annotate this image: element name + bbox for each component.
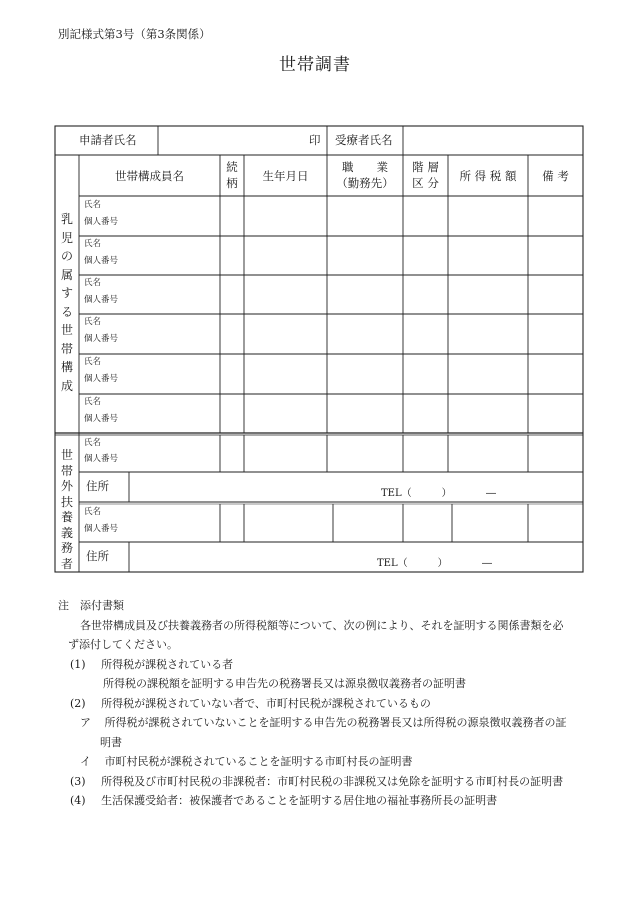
notes-heading: 注 添付書類 <box>58 599 124 612</box>
name-label: 氏名 <box>84 438 102 448</box>
personal-number-label: 個人番号 <box>84 295 119 305</box>
note-item-text: 所得税及び市町村民税の非課税者：市町村民税の非課税又は免除を証明する市町村長の証明書 <box>101 774 564 788</box>
note-item-1-detail: 所得税の課税額を証明する申告先の税務署長又は源泉徴収義務者の証明書 <box>103 677 466 690</box>
applicant-name-label: 申請者氏名 <box>79 133 137 147</box>
personal-number-label: 個人番号 <box>84 217 119 227</box>
name-label: 氏名 <box>84 200 102 210</box>
note-item-text: 市町村民税が課税されていることを証明する市町村長の証明書 <box>104 755 413 768</box>
note-item-number: (1) <box>70 657 86 671</box>
note-item-2a-continued: 明書 <box>100 735 122 749</box>
col-remarks: 備 考 <box>542 169 569 183</box>
personal-number-label: 個人番号 <box>84 256 119 266</box>
name-label: 氏名 <box>84 278 102 288</box>
col-tier-top: 階 層 <box>412 160 439 174</box>
note-item-2b <box>58 752 588 772</box>
note-item-text: 所得税が課税されていないことを証明する申告先の税務署長又は所得税の源泉徴収義務者の証 <box>104 716 567 729</box>
notes-intro-line-2: ず添付してください。 <box>68 638 178 651</box>
attachment-notes <box>58 596 588 811</box>
note-item-2 <box>58 694 588 714</box>
note-item-1 <box>58 655 588 675</box>
note-item-text: 所得税が課税されている者 <box>101 657 234 671</box>
tel-dash: ― <box>486 488 496 499</box>
col-income-tax: 所 得 税 額 <box>459 169 517 183</box>
note-item-2a <box>58 713 588 733</box>
note-item-mark: ア <box>80 716 91 729</box>
personal-number-label: 個人番号 <box>84 524 119 534</box>
note-item-number: (4) <box>70 794 86 807</box>
note-item-mark: イ <box>80 755 91 768</box>
seal-mark: 印 <box>309 133 321 147</box>
personal-number-label: 個人番号 <box>84 374 119 384</box>
personal-number-label: 個人番号 <box>84 414 119 424</box>
tel-label: TEL（ ） <box>377 558 448 569</box>
tel-label: TEL（ ） <box>381 488 452 499</box>
col-workplace: （勤務先） <box>336 176 394 190</box>
col-relation-top: 続 <box>226 160 238 174</box>
col-birth-date: 生年月日 <box>262 169 309 183</box>
page-title: 世帯調書 <box>279 55 351 75</box>
recipient-name-label: 受療者氏名 <box>335 133 393 147</box>
note-item-3 <box>58 772 588 792</box>
personal-number-label: 個人番号 <box>84 454 119 464</box>
col-occupation: 職 業 <box>342 160 388 174</box>
note-item-text: 所得税が課税されていない者で、市町村民税が課税されているもの <box>101 696 431 710</box>
name-label: 氏名 <box>84 507 102 517</box>
name-label: 氏名 <box>84 357 102 367</box>
notes-intro-line-1: 各世帯構成員及び扶養義務者の所得税額等について、次の例により、それを証明する関係書類を必 <box>80 618 564 632</box>
note-item-number: (2) <box>70 696 86 710</box>
col-tier-bottom: 区 分 <box>412 176 439 190</box>
col-relation-bottom: 柄 <box>226 176 238 190</box>
address-label: 住所 <box>86 479 109 493</box>
note-item-4 <box>58 791 588 811</box>
note-item-number: (3) <box>70 774 86 788</box>
address-label: 住所 <box>86 549 109 563</box>
section-supporters-label: 世帯外扶養義務者 <box>60 448 73 571</box>
name-label: 氏名 <box>84 317 102 327</box>
col-member-name: 世帯構成員名 <box>115 169 184 183</box>
name-label: 氏名 <box>84 239 102 249</box>
personal-number-label: 個人番号 <box>84 334 119 344</box>
section-household-label: 乳児の属する世帯構成 <box>60 212 73 393</box>
note-item-text: 生活保護受給者：被保護者であることを証明する居住地の福祉事務所長の証明書 <box>101 794 498 807</box>
name-label: 氏名 <box>84 397 102 407</box>
tel-dash: ― <box>482 558 492 569</box>
form-reference: 別記様式第3号（第3条関係） <box>58 27 211 41</box>
